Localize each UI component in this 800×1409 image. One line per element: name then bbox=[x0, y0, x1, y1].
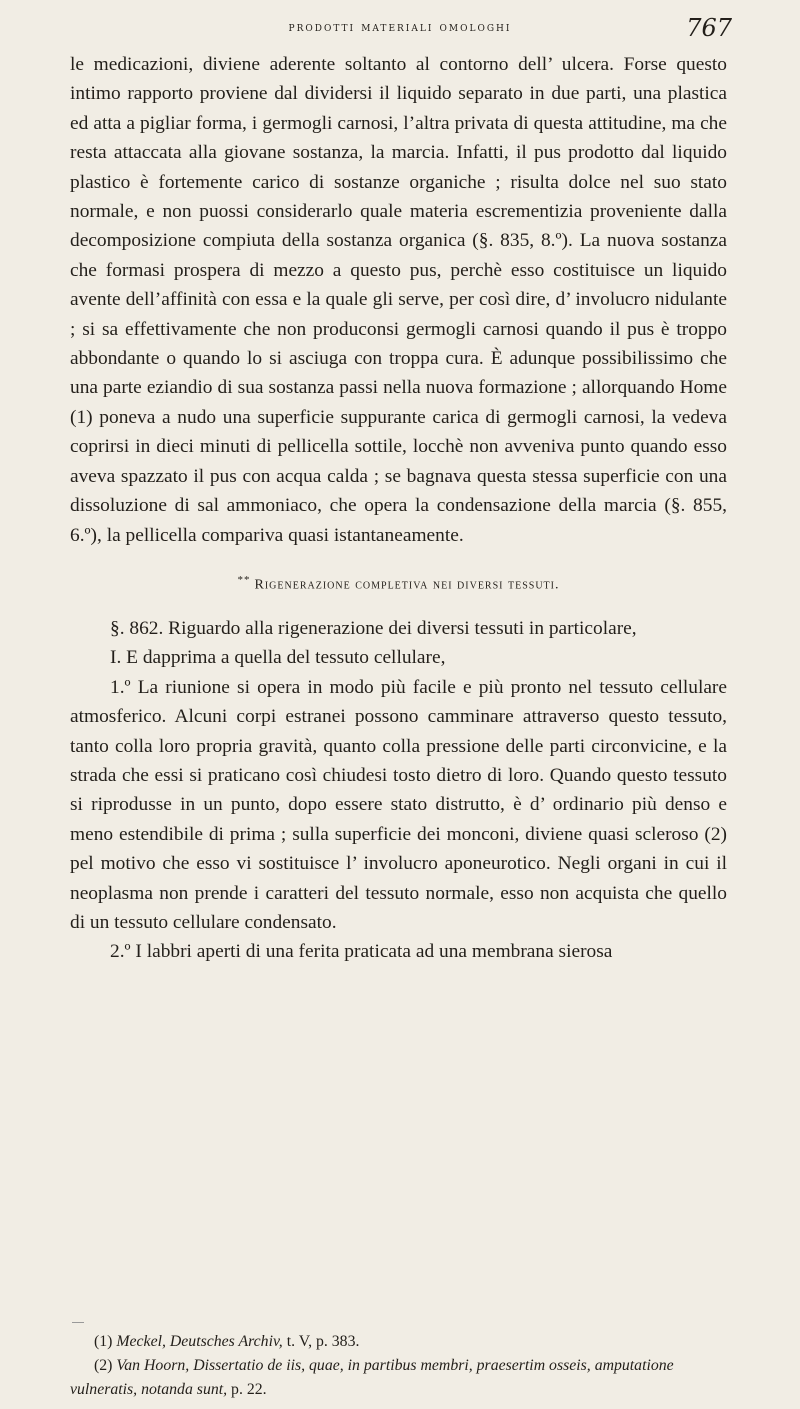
footnote-mark: (2) bbox=[94, 1357, 113, 1374]
running-title: prodotti materiali omologhi bbox=[288, 20, 512, 35]
page-number: 767 bbox=[686, 14, 732, 42]
paragraph: I. E dapprima a quella del tessuto cellulare, bbox=[110, 647, 446, 669]
paragraph: 1.º La riunione si opera in modo più facile e più pronto nel tessuto cellulare atmosferico. Alcuni corpi estranei possono camminare attraverso questo tessuto, tanto colla loro propria gravità, quanto colla pressione delle parti circonvicine, e la strada che essi si praticano così chiudesi tosto dietro di loro. Quando questo tessuto si riprodusse in un punto, dopo essere stato distrutto, è d’ ordinario più denso e meno estendibile di prima ; sulla superficie dei monconi, diviene quasi scleroso (2) pel motivo che esso vi sostituisce l’ involucro aponeurotico. Negli organi in cui il neoplasma non prende i caratteri del tessuto normale, esso non acquista che quello di un tessuto cellulare condensato. bbox=[70, 676, 727, 934]
footnote-author: Meckel, bbox=[116, 1333, 166, 1350]
heading-text: Rigenerazione completiva nei diversi tessuti. bbox=[254, 577, 560, 593]
footnote-mark: (1) bbox=[94, 1333, 113, 1350]
paragraph: le medicazioni, diviene aderente soltanto al contorno dell’ ulcera. Forse questo intimo rapporto proviene dal dividersi il liquido separato in due parti, una plastica ed atta a pigliar forma, i germogli carnosi, l’altra privata di questa attitudine, ma che resta attaccata alla giovane sostanza, la marcia. Infatti, il pus prodotto dal liquido plastico è fortemente carico di sostanze organiche ; risulta dolce nel suo stato normale, e non puossi considerarlo quale materia escrementizia proveniente dalla decomposizione compiuta della sostanza organica (§. 835, 8.º). La nuova sostanza che formasi prospera di mezzo a questo pus, perchè esso costituisce un liquido avente dell’affinità con essa e la quale gli serve, per così dire, d’ involucro nidulante ; si sa effettivamente che non produconsi germogli carnosi quando il pus è troppo abbondante o quando lo si asciuga con troppa cura. È adunque possibilissimo che una parte eziandio di sua sostanza passi nella nuova formazione ; allorquando Home (1) poneva a nudo una superficie suppurante carica di germogli carnosi, la vedeva coprirsi in dieci minuti di pellicella sottile, locchè non avveniva punto quando esso aveva spazzato il pus con acqua calda ; se bagnava questa stessa superficie con una dissoluzione di sal ammoniaco, che opera la condensazione della marcia (§. 855, 6.º), la pellicella compariva quasi istantaneamente. bbox=[70, 54, 727, 546]
page-header bbox=[0, 14, 800, 44]
footnote-rest: t. V, p. 383. bbox=[286, 1333, 360, 1350]
footnote-rule bbox=[72, 1322, 84, 1323]
footnote bbox=[70, 1354, 730, 1402]
paragraph: §. 862. Riguardo alla rigenerazione dei diversi tessuti in particolare, bbox=[110, 617, 637, 639]
footnote bbox=[70, 1330, 730, 1354]
heading-stars: ** bbox=[237, 573, 251, 586]
footnote-title: Deutsches Archiv, bbox=[169, 1333, 283, 1350]
footnote-rest: p. 22. bbox=[231, 1381, 267, 1398]
paragraph: 2.º I labbri aperti di una ferita praticata ad una membrana sierosa bbox=[110, 941, 613, 963]
footnote-title: Dissertatio de iis, quae, in partibus membri, praesertim osseis, amputatione vulneratis, notanda sunt, bbox=[70, 1357, 674, 1398]
footnotes bbox=[70, 1330, 730, 1402]
body-text bbox=[70, 50, 727, 967]
section-heading bbox=[70, 566, 727, 600]
footnote-author: Van Hoorn, bbox=[116, 1357, 190, 1374]
